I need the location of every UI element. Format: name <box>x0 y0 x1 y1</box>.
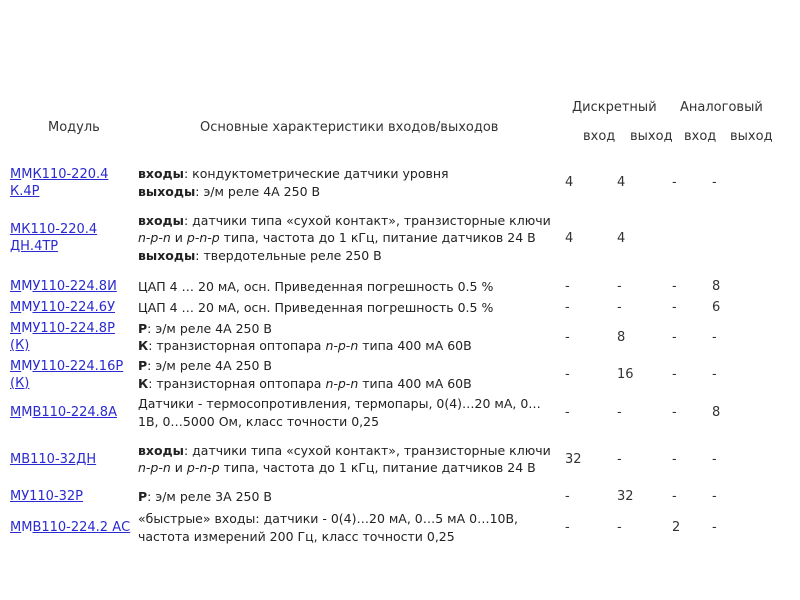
module-name <box>10 404 138 421</box>
description-text: Р <box>138 358 148 373</box>
module-description <box>138 442 556 477</box>
module-link-prefix[interactable]: М <box>10 300 22 315</box>
discrete-out-count: - <box>617 451 622 467</box>
module-link-prefix[interactable]: М <box>10 520 22 535</box>
discrete-in-count: - <box>565 300 570 315</box>
module-description <box>138 488 556 506</box>
table-row <box>10 432 790 486</box>
module-link[interactable]: У110-224.8Р (К) <box>10 321 115 353</box>
module-description <box>138 320 556 355</box>
analog-out-count: - <box>712 175 717 190</box>
table-row <box>10 486 790 507</box>
module-link-prefix[interactable]: М <box>10 358 22 374</box>
discrete-in-count: - <box>565 489 570 504</box>
module-link-prefix[interactable]: М <box>10 166 22 182</box>
module-letter: М <box>21 300 33 315</box>
discrete-in-count: 4 <box>565 175 574 190</box>
table-row <box>10 165 790 200</box>
description-text: : транзисторная оптопара <box>148 338 326 353</box>
discrete-out-count: 8 <box>617 329 626 345</box>
discrete-out-count: 4 <box>617 230 626 246</box>
description-text: К <box>138 338 149 353</box>
analog-in-count: - <box>672 405 677 420</box>
discrete-out-count: 16 <box>617 367 634 382</box>
module-link[interactable]: В110-224.2 АС <box>32 520 131 535</box>
analog-in-count: - <box>672 489 677 504</box>
analog-out-count: - <box>712 329 717 345</box>
module-link[interactable]: МВ110-32ДН <box>10 451 97 467</box>
analog-in-count: - <box>672 451 677 467</box>
description-text: : датчики типа «сухой контакт», транзисторные ключи <box>183 212 551 228</box>
description-text: : э/м реле 3А 250 В <box>147 488 272 504</box>
module-description <box>138 278 556 296</box>
discrete-in-count: - <box>565 405 570 420</box>
header-discrete: Дискретный <box>572 100 657 115</box>
description-text: n-p-n <box>138 230 171 246</box>
module-link[interactable]: У110-224.16Р (К) <box>10 358 124 391</box>
analog-out-count: 8 <box>712 405 721 420</box>
table-row <box>10 507 790 548</box>
table-row <box>10 393 790 432</box>
description-text: : кондуктометрические датчики уровня <box>183 166 449 181</box>
module-name <box>10 278 138 295</box>
description-text: типа, частота до 1 кГц, питание датчиков 24 В <box>219 230 536 246</box>
header-module: Модуль <box>48 120 100 135</box>
analog-out-count: - <box>712 520 717 535</box>
module-letter: М <box>21 166 33 182</box>
description-text: и <box>170 460 187 475</box>
discrete-out-count: 4 <box>617 175 626 190</box>
module-link-prefix[interactable]: М <box>10 321 22 336</box>
description-text: : э/м реле 4А 250 В <box>147 358 272 373</box>
module-description <box>138 165 556 200</box>
module-letter: М <box>21 405 33 420</box>
description-text: : э/м реле 4А 250 В <box>195 183 321 199</box>
analog-out-count: 6 <box>712 300 721 315</box>
module-letter: М <box>21 321 33 336</box>
description-text: : датчики типа «сухой контакт», транзисторные ключи <box>183 442 551 458</box>
analog-in-count: - <box>672 279 677 294</box>
description-text: Р <box>138 488 148 504</box>
header-description: Основные характеристики входов/выходов <box>200 120 499 135</box>
module-name <box>10 451 138 468</box>
module-name <box>10 166 138 200</box>
analog-out-count: - <box>712 489 717 504</box>
discrete-out-count: - <box>617 520 622 535</box>
discrete-out-count: 32 <box>617 489 634 504</box>
description-text: К <box>138 375 149 391</box>
description-text: n-p-n <box>325 375 359 391</box>
module-link-prefix[interactable]: М <box>10 405 22 420</box>
description-text: входы <box>138 212 184 228</box>
description-text: n-p-n <box>138 460 171 475</box>
description-text: p-n-p <box>186 460 220 475</box>
module-name <box>10 320 138 354</box>
description-text: выходы <box>138 183 196 199</box>
module-name <box>10 358 138 392</box>
analog-out-count: - <box>712 367 717 382</box>
analog-in-count: - <box>672 367 677 382</box>
description-text: Р <box>138 320 148 336</box>
description-text: : твердотельные реле 250 В <box>195 247 382 263</box>
module-description <box>138 212 556 265</box>
analog-out-count: 8 <box>712 279 721 294</box>
table-row <box>10 200 790 276</box>
description-text: типа 400 мА 60В <box>358 338 472 353</box>
description-text: входы <box>138 442 184 458</box>
header-analog-out: выход <box>730 129 773 144</box>
module-link[interactable]: У110-224.8И <box>32 279 117 294</box>
table-row <box>10 276 790 297</box>
header-analog-in: вход <box>684 129 717 144</box>
analog-in-count: 2 <box>672 520 681 535</box>
module-description <box>138 395 556 430</box>
discrete-out-count: - <box>617 405 622 420</box>
description-text: типа, частота до 1 кГц, питание датчиков 24 В <box>219 460 536 475</box>
module-link-prefix[interactable]: М <box>10 279 22 294</box>
description-text: p-n-p <box>186 230 220 246</box>
description-text: : э/м реле 4А 250 В <box>147 320 272 336</box>
header-analog: Аналоговый <box>680 100 763 115</box>
description-text: «быстрые» входы: датчики - 0(4)…20 мА, 0…5 мА 0…10В, частота измерений 200 Гц, класс точности 0,25 <box>138 511 519 544</box>
header-discrete-in: вход <box>583 129 616 144</box>
discrete-out-count: - <box>617 279 622 294</box>
module-description <box>138 510 556 545</box>
table-row <box>10 297 790 318</box>
module-link[interactable]: МУ110-32Р <box>10 489 84 504</box>
module-name <box>10 519 138 536</box>
analog-in-count: - <box>672 175 677 190</box>
description-text: выходы <box>138 247 196 263</box>
discrete-in-count: 32 <box>565 451 582 467</box>
description-text: ЦАП 4 … 20 мА, осн. Приведенная погрешность 0.5 % <box>138 299 494 315</box>
analog-out-count: - <box>712 451 717 467</box>
table-row <box>10 356 790 393</box>
module-letter: М <box>21 358 33 374</box>
description-text: ЦАП 4 … 20 мА, осн. Приведенная погрешность 0.5 % <box>138 278 494 294</box>
discrete-in-count: 4 <box>565 230 574 246</box>
module-letter: М <box>21 279 33 294</box>
analog-in-count: - <box>672 300 677 315</box>
module-link[interactable]: В110-224.8А <box>32 405 117 420</box>
analog-in-count: - <box>672 329 677 345</box>
description-text: : транзисторная оптопара <box>148 375 326 391</box>
table-row <box>10 318 790 356</box>
module-link[interactable]: У110-224.6У <box>32 300 116 315</box>
discrete-in-count: - <box>565 329 570 345</box>
module-name <box>10 221 138 255</box>
description-text: Датчики - термосопротивления, термопары, 0(4)…20 мА, 0…1В, 0…5000 Ом, класс точности 0,25 <box>138 396 541 429</box>
module-link[interactable]: МК110-220.4 ДН.4ТР <box>10 222 98 254</box>
discrete-out-count: - <box>617 300 622 315</box>
modules-table <box>10 165 790 548</box>
description-text: и <box>170 230 187 246</box>
discrete-in-count: - <box>565 520 570 535</box>
module-name <box>10 299 138 316</box>
discrete-in-count: - <box>565 279 570 294</box>
description-text: входы <box>138 166 184 181</box>
description-text: n-p-n <box>325 338 359 353</box>
module-name <box>10 488 138 505</box>
module-description <box>138 357 556 392</box>
module-link[interactable]: К110-220.4 К.4Р <box>10 166 109 199</box>
description-text: типа 400 мА 60В <box>358 375 472 391</box>
discrete-in-count: - <box>565 367 570 382</box>
header-discrete-out: выход <box>630 129 673 144</box>
module-description <box>138 299 556 317</box>
module-letter: М <box>21 520 33 535</box>
